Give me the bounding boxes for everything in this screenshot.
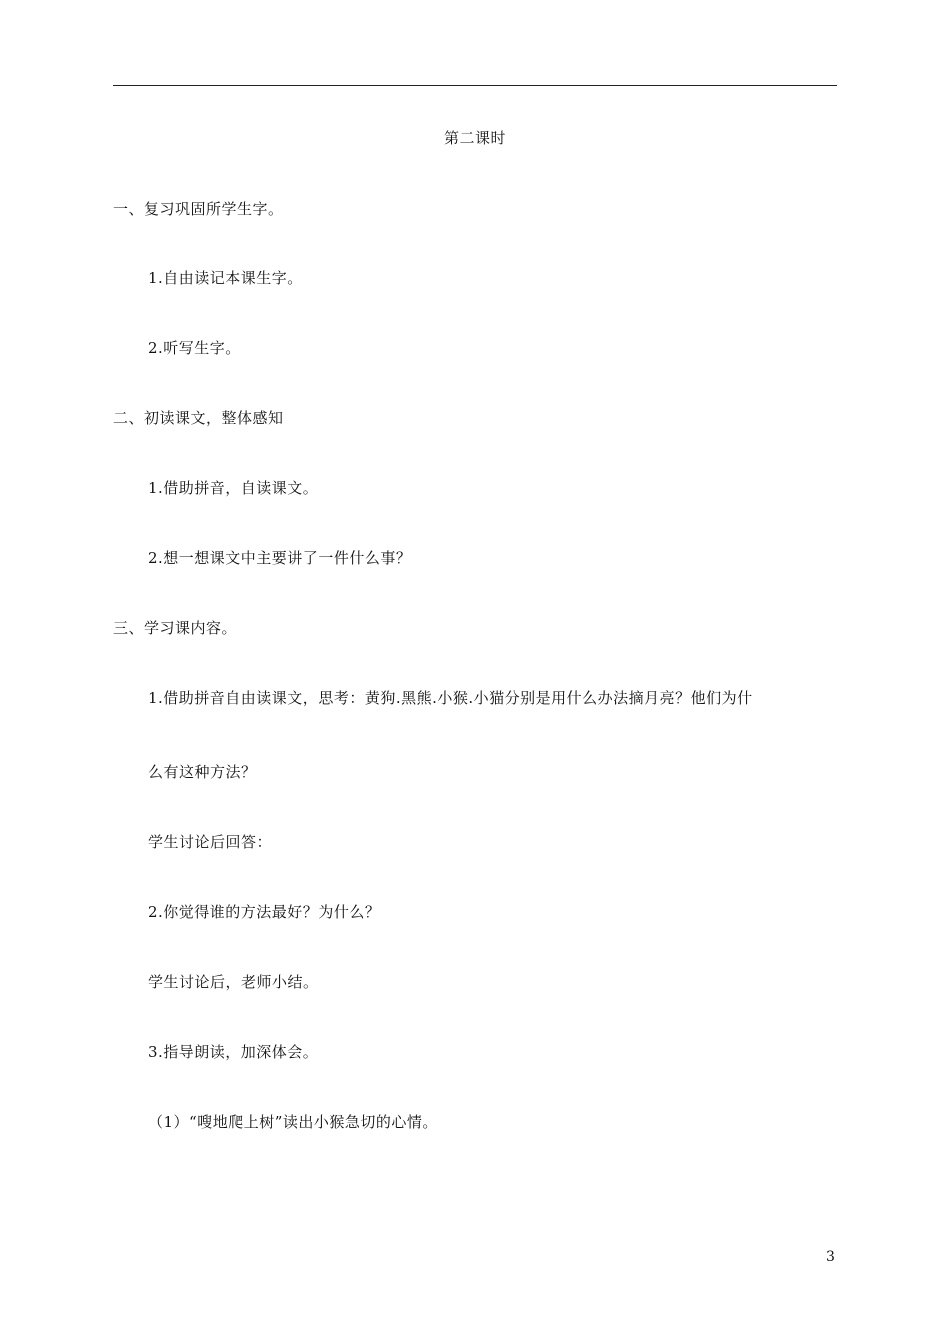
section-3-item-1: 1.借助拼音自由读课文，思考：黄狗.黑熊.小猴.小猫分别是用什么办法摘月亮？他们为什 — [148, 689, 753, 707]
header-rule — [113, 85, 837, 86]
section-2-item-2: 2.想一想课文中主要讲了一件什么事？ — [148, 549, 412, 567]
section-3-item-1-continued: 么有这种方法？ — [148, 763, 257, 781]
section-heading-1: 一、复习巩固所学生字。 — [113, 200, 284, 218]
section-1-item-1: 1.自由读记本课生字。 — [148, 269, 303, 287]
section-heading-3: 三、学习课内容。 — [113, 619, 238, 637]
section-heading-2: 二、初读课文，整体感知 — [113, 409, 284, 427]
section-3-item-3: 3.指导朗读，加深体会。 — [148, 1043, 319, 1061]
lesson-title: 第二课时 — [443, 129, 506, 147]
section-3-item-3-sub-1: （1）“嗖地爬上树”读出小猴急切的心情。 — [148, 1113, 438, 1131]
section-1-item-2: 2.听写生字。 — [148, 339, 241, 357]
section-3-note-1: 学生讨论后回答： — [148, 833, 273, 851]
section-2-item-1: 1.借助拼音，自读课文。 — [148, 479, 319, 497]
section-3-item-2: 2.你觉得谁的方法最好？为什么？ — [148, 903, 381, 921]
section-3-note-2: 学生讨论后，老师小结。 — [148, 973, 319, 991]
page-number: 3 — [826, 1249, 835, 1265]
